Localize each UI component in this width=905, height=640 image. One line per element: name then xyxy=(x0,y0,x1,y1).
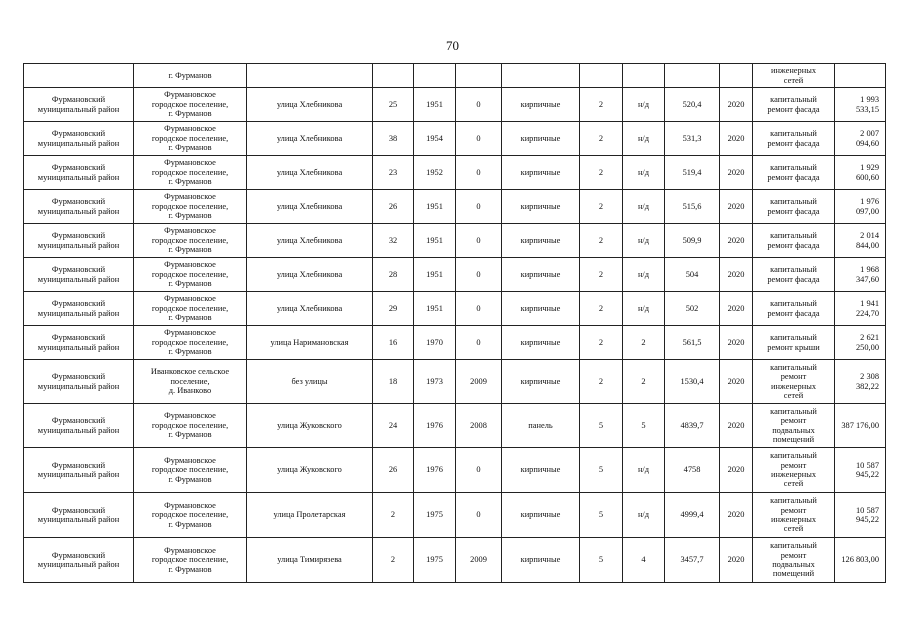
street-cell: улица Пролетарская xyxy=(247,493,373,538)
entrances-cell: н/д xyxy=(623,190,665,224)
build-year-cell: 1954 xyxy=(414,122,456,156)
build-year-cell: 1951 xyxy=(414,88,456,122)
cost-cell: 2 308 382,22 xyxy=(835,360,886,404)
work-type-cell: капитальный ремонт фасада xyxy=(753,258,835,292)
work-type-cell: капитальный ремонт крыши xyxy=(753,326,835,360)
cost-cell: 2 007 094,60 xyxy=(835,122,886,156)
area-cell: 3457,7 xyxy=(665,538,720,583)
entrances-cell: н/д xyxy=(623,258,665,292)
district-cell xyxy=(24,64,134,88)
plan-year-cell: 2020 xyxy=(720,156,753,190)
build-year-cell: 1951 xyxy=(414,224,456,258)
street-cell: улица Тимирязева xyxy=(247,538,373,583)
table-row xyxy=(24,258,886,292)
work-type-cell: капитальный ремонт подвальных помещений xyxy=(753,538,835,583)
district-cell: Фурмановский муниципальный район xyxy=(24,224,134,258)
house-number-cell: 2 xyxy=(373,538,414,583)
build-year-cell: 1976 xyxy=(414,448,456,493)
floors-cell: 2 xyxy=(580,190,623,224)
plan-year-cell: 2020 xyxy=(720,190,753,224)
renovation-year-cell: 0 xyxy=(456,258,502,292)
settlement-cell: Фурмановское городское поселение, г. Фурманов xyxy=(134,326,247,360)
cost-cell: 1 941 224,70 xyxy=(835,292,886,326)
floors-cell xyxy=(580,64,623,88)
table-row xyxy=(24,493,886,538)
district-cell: Фурмановский муниципальный район xyxy=(24,360,134,404)
settlement-cell: Фурмановское городское поселение, г. Фурманов xyxy=(134,156,247,190)
cost-cell: 1 929 600,60 xyxy=(835,156,886,190)
wall-material-cell: панель xyxy=(502,404,580,448)
street-cell: улица Наримановская xyxy=(247,326,373,360)
entrances-cell: н/д xyxy=(623,224,665,258)
wall-material-cell: кирпичные xyxy=(502,326,580,360)
plan-year-cell: 2020 xyxy=(720,122,753,156)
district-cell: Фурмановский муниципальный район xyxy=(24,538,134,583)
table-row xyxy=(24,122,886,156)
cost-cell: 10 587 945,22 xyxy=(835,448,886,493)
cost-cell xyxy=(835,64,886,88)
cost-cell: 10 587 945,22 xyxy=(835,493,886,538)
settlement-cell: Фурмановское городское поселение, г. Фурманов xyxy=(134,538,247,583)
area-cell: 4999,4 xyxy=(665,493,720,538)
street-cell: улица Хлебникова xyxy=(247,224,373,258)
build-year-cell: 1975 xyxy=(414,538,456,583)
renovation-year-cell: 0 xyxy=(456,224,502,258)
floors-cell: 2 xyxy=(580,258,623,292)
area-cell: 561,5 xyxy=(665,326,720,360)
build-year-cell: 1970 xyxy=(414,326,456,360)
settlement-cell: Фурмановское городское поселение, г. Фурманов xyxy=(134,404,247,448)
street-cell: улица Жуковского xyxy=(247,448,373,493)
area-cell: 4839,7 xyxy=(665,404,720,448)
district-cell: Фурмановский муниципальный район xyxy=(24,404,134,448)
table-row xyxy=(24,224,886,258)
district-cell: Фурмановский муниципальный район xyxy=(24,122,134,156)
house-number-cell: 38 xyxy=(373,122,414,156)
plan-year-cell xyxy=(720,64,753,88)
work-type-cell: капитальный ремонт фасада xyxy=(753,224,835,258)
house-number-cell: 24 xyxy=(373,404,414,448)
table-row xyxy=(24,404,886,448)
work-type-cell: капитальный ремонт фасада xyxy=(753,292,835,326)
wall-material-cell: кирпичные xyxy=(502,493,580,538)
wall-material-cell: кирпичные xyxy=(502,156,580,190)
renovation-year-cell: 2009 xyxy=(456,360,502,404)
area-cell xyxy=(665,64,720,88)
area-cell: 1530,4 xyxy=(665,360,720,404)
build-year-cell: 1951 xyxy=(414,258,456,292)
house-number-cell: 25 xyxy=(373,88,414,122)
house-number-cell: 28 xyxy=(373,258,414,292)
settlement-cell: Фурмановское городское поселение, г. Фурманов xyxy=(134,292,247,326)
area-cell: 519,4 xyxy=(665,156,720,190)
district-cell: Фурмановский муниципальный район xyxy=(24,88,134,122)
area-cell: 502 xyxy=(665,292,720,326)
renovation-year-cell: 0 xyxy=(456,448,502,493)
plan-year-cell: 2020 xyxy=(720,258,753,292)
entrances-cell: 4 xyxy=(623,538,665,583)
house-number-cell: 18 xyxy=(373,360,414,404)
cost-cell: 1 976 097,00 xyxy=(835,190,886,224)
plan-year-cell: 2020 xyxy=(720,88,753,122)
work-type-cell: капитальный ремонт подвальных помещений xyxy=(753,404,835,448)
build-year-cell: 1952 xyxy=(414,156,456,190)
cost-cell: 1 968 347,60 xyxy=(835,258,886,292)
plan-year-cell: 2020 xyxy=(720,326,753,360)
house-number-cell: 26 xyxy=(373,448,414,493)
floors-cell: 2 xyxy=(580,156,623,190)
area-cell: 531,3 xyxy=(665,122,720,156)
area-cell: 509,9 xyxy=(665,224,720,258)
plan-year-cell: 2020 xyxy=(720,493,753,538)
house-number-cell: 2 xyxy=(373,493,414,538)
street-cell: без улицы xyxy=(247,360,373,404)
table-row xyxy=(24,64,886,88)
floors-cell: 2 xyxy=(580,88,623,122)
entrances-cell xyxy=(623,64,665,88)
floors-cell: 2 xyxy=(580,360,623,404)
table-row xyxy=(24,292,886,326)
street-cell: улица Хлебникова xyxy=(247,258,373,292)
work-type-cell: капитальный ремонт фасада xyxy=(753,122,835,156)
entrances-cell: н/д xyxy=(623,292,665,326)
renovation-year-cell: 2008 xyxy=(456,404,502,448)
wall-material-cell: кирпичные xyxy=(502,258,580,292)
street-cell: улица Хлебникова xyxy=(247,122,373,156)
district-cell: Фурмановский муниципальный район xyxy=(24,448,134,493)
settlement-cell: Фурмановское городское поселение, г. Фурманов xyxy=(134,493,247,538)
floors-cell: 2 xyxy=(580,292,623,326)
cost-cell: 2 014 844,00 xyxy=(835,224,886,258)
area-cell: 515,6 xyxy=(665,190,720,224)
floors-cell: 2 xyxy=(580,326,623,360)
entrances-cell: 5 xyxy=(623,404,665,448)
cost-cell: 387 176,00 xyxy=(835,404,886,448)
district-cell: Фурмановский муниципальный район xyxy=(24,326,134,360)
work-type-cell: капитальный ремонт инженерных сетей xyxy=(753,360,835,404)
wall-material-cell: кирпичные xyxy=(502,88,580,122)
house-number-cell xyxy=(373,64,414,88)
area-cell: 520,4 xyxy=(665,88,720,122)
cost-cell: 126 803,00 xyxy=(835,538,886,583)
plan-year-cell: 2020 xyxy=(720,292,753,326)
street-cell xyxy=(247,64,373,88)
work-type-cell: капитальный ремонт фасада xyxy=(753,88,835,122)
settlement-cell: Фурмановское городское поселение, г. Фурманов xyxy=(134,122,247,156)
wall-material-cell: кирпичные xyxy=(502,448,580,493)
renovation-year-cell: 0 xyxy=(456,88,502,122)
wall-material-cell: кирпичные xyxy=(502,360,580,404)
wall-material-cell: кирпичные xyxy=(502,122,580,156)
house-number-cell: 26 xyxy=(373,190,414,224)
housing-repair-table xyxy=(23,63,886,583)
work-type-cell: капитальный ремонт инженерных сетей xyxy=(753,493,835,538)
table-row xyxy=(24,538,886,583)
settlement-cell: Фурмановское городское поселение, г. Фурманов xyxy=(134,88,247,122)
district-cell: Фурмановский муниципальный район xyxy=(24,156,134,190)
plan-year-cell: 2020 xyxy=(720,448,753,493)
floors-cell: 2 xyxy=(580,122,623,156)
table-row xyxy=(24,360,886,404)
build-year-cell: 1951 xyxy=(414,190,456,224)
table-row xyxy=(24,326,886,360)
street-cell: улица Хлебникова xyxy=(247,156,373,190)
area-cell: 504 xyxy=(665,258,720,292)
build-year-cell xyxy=(414,64,456,88)
street-cell: улица Хлебникова xyxy=(247,292,373,326)
street-cell: улица Хлебникова xyxy=(247,190,373,224)
house-number-cell: 16 xyxy=(373,326,414,360)
settlement-cell: Фурмановское городское поселение, г. Фурманов xyxy=(134,258,247,292)
district-cell: Фурмановский муниципальный район xyxy=(24,258,134,292)
table-row xyxy=(24,190,886,224)
table-row xyxy=(24,156,886,190)
plan-year-cell: 2020 xyxy=(720,538,753,583)
page-number: 70 xyxy=(446,38,459,53)
work-type-cell: инженерных сетей xyxy=(753,64,835,88)
renovation-year-cell: 0 xyxy=(456,190,502,224)
settlement-cell: г. Фурманов xyxy=(134,64,247,88)
district-cell: Фурмановский муниципальный район xyxy=(24,493,134,538)
settlement-cell: Фурмановское городское поселение, г. Фурманов xyxy=(134,190,247,224)
house-number-cell: 23 xyxy=(373,156,414,190)
work-type-cell: капитальный ремонт фасада xyxy=(753,156,835,190)
renovation-year-cell: 0 xyxy=(456,156,502,190)
floors-cell: 5 xyxy=(580,448,623,493)
entrances-cell: н/д xyxy=(623,88,665,122)
table-row xyxy=(24,88,886,122)
cost-cell: 1 993 533,15 xyxy=(835,88,886,122)
build-year-cell: 1951 xyxy=(414,292,456,326)
floors-cell: 5 xyxy=(580,404,623,448)
floors-cell: 5 xyxy=(580,493,623,538)
entrances-cell: н/д xyxy=(623,156,665,190)
entrances-cell: н/д xyxy=(623,493,665,538)
settlement-cell: Иванковское сельское поселение, д. Иванково xyxy=(134,360,247,404)
cost-cell: 2 621 250,00 xyxy=(835,326,886,360)
renovation-year-cell: 0 xyxy=(456,493,502,538)
table-row xyxy=(24,448,886,493)
renovation-year-cell xyxy=(456,64,502,88)
renovation-year-cell: 2009 xyxy=(456,538,502,583)
renovation-year-cell: 0 xyxy=(456,326,502,360)
district-cell: Фурмановский муниципальный район xyxy=(24,190,134,224)
renovation-year-cell: 0 xyxy=(456,292,502,326)
entrances-cell: 2 xyxy=(623,360,665,404)
wall-material-cell: кирпичные xyxy=(502,224,580,258)
plan-year-cell: 2020 xyxy=(720,404,753,448)
street-cell: улица Жуковского xyxy=(247,404,373,448)
house-number-cell: 29 xyxy=(373,292,414,326)
wall-material-cell xyxy=(502,64,580,88)
settlement-cell: Фурмановское городское поселение, г. Фурманов xyxy=(134,224,247,258)
work-type-cell: капитальный ремонт фасада xyxy=(753,190,835,224)
build-year-cell: 1976 xyxy=(414,404,456,448)
settlement-cell: Фурмановское городское поселение, г. Фурманов xyxy=(134,448,247,493)
plan-year-cell: 2020 xyxy=(720,360,753,404)
house-number-cell: 32 xyxy=(373,224,414,258)
wall-material-cell: кирпичные xyxy=(502,292,580,326)
wall-material-cell: кирпичные xyxy=(502,190,580,224)
entrances-cell: 2 xyxy=(623,326,665,360)
plan-year-cell: 2020 xyxy=(720,224,753,258)
wall-material-cell: кирпичные xyxy=(502,538,580,583)
renovation-year-cell: 0 xyxy=(456,122,502,156)
work-type-cell: капитальный ремонт инженерных сетей xyxy=(753,448,835,493)
entrances-cell: н/д xyxy=(623,448,665,493)
floors-cell: 2 xyxy=(580,224,623,258)
street-cell: улица Хлебникова xyxy=(247,88,373,122)
floors-cell: 5 xyxy=(580,538,623,583)
entrances-cell: н/д xyxy=(623,122,665,156)
area-cell: 4758 xyxy=(665,448,720,493)
build-year-cell: 1973 xyxy=(414,360,456,404)
build-year-cell: 1975 xyxy=(414,493,456,538)
district-cell: Фурмановский муниципальный район xyxy=(24,292,134,326)
